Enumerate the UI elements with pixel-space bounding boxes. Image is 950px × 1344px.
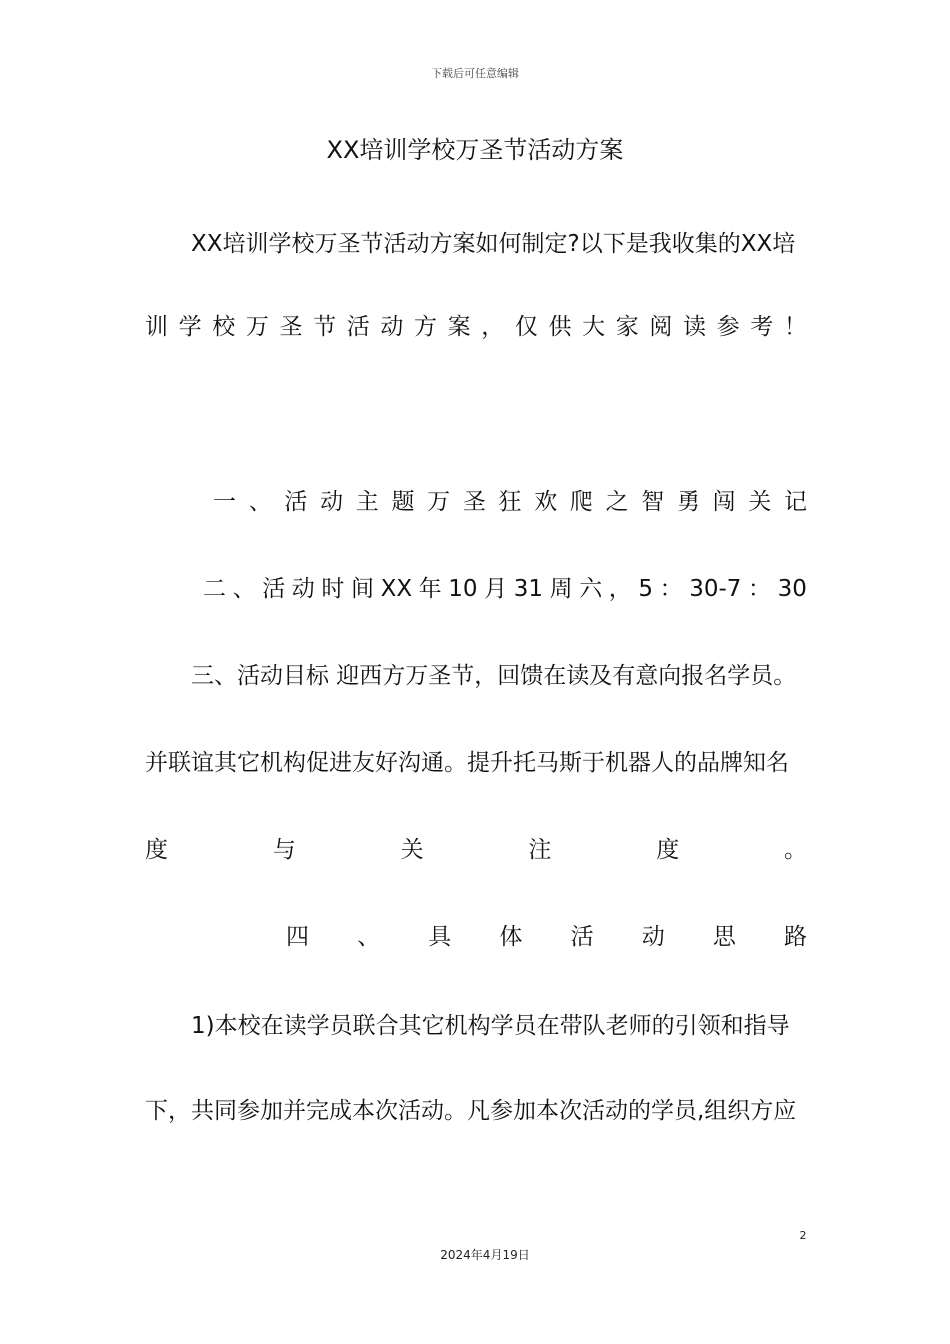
paragraph-line: 并联谊其它机构促进友好沟通。提升托马斯于机器人的品牌知名 [145,750,789,776]
footer-date: 2024年4月19日 [440,1248,530,1262]
document-title: XX培训学校万圣节活动方案 [326,136,624,164]
paragraph-line: 1)本校在读学员联合其它机构学员在带队老师的引领和指导 [191,1013,790,1039]
section-heading-theme: 一 、 活 动 主 题 万 圣 狂 欢 爬 之 智 勇 闯 关 记 [213,489,807,515]
section-heading-ideas: 四 、 具 体 活 动 思 路 [286,924,807,950]
page-number: 2 [799,1229,807,1242]
paragraph-line: 度 与 关 注 度 。 [145,837,807,863]
section-heading-goal: 三、活动目标 迎西方万圣节，回馈在读及有意向报名学员。 [191,663,797,689]
paragraph-line: 训 学 校 万 圣 节 活 动 方 案 ， 仅 供 大 家 阅 读 参 考 ！ [145,314,807,340]
paragraph-line: XX培训学校万圣节活动方案如何制定?以下是我收集的XX培 [191,231,796,257]
header-note: 下载后可任意编辑 [431,67,519,80]
paragraph-line: 下，共同参加并完成本次活动。凡参加本次活动的学员,组织方应 [145,1098,797,1124]
section-heading-time: 二 、 活 动 时 间 XX 年 10 月 31 周 六 ， 5 ： 30-7 ： 30 [203,576,807,602]
